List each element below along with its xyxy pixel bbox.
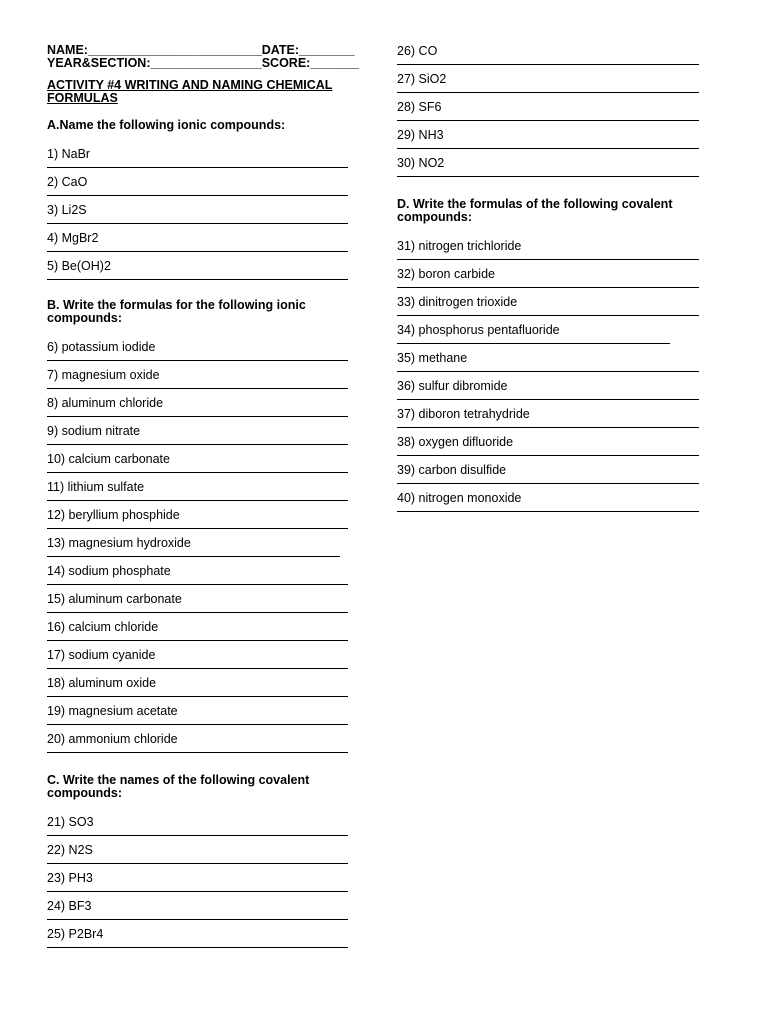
item-37 bbox=[397, 407, 702, 435]
answer-line[interactable] bbox=[47, 835, 348, 836]
item-21 bbox=[47, 815, 357, 843]
item-11 bbox=[47, 480, 357, 508]
year-section-label: YEAR&SECTION: bbox=[47, 56, 151, 70]
item-label: 18) aluminum oxide bbox=[47, 676, 157, 690]
date-label: DATE: bbox=[261, 43, 300, 57]
date-field[interactable]: ________ bbox=[299, 43, 355, 57]
answer-line[interactable] bbox=[397, 120, 699, 121]
answer-line[interactable] bbox=[47, 724, 348, 725]
answer-line[interactable] bbox=[397, 483, 699, 484]
answer-line[interactable] bbox=[47, 360, 348, 361]
answer-line[interactable] bbox=[397, 92, 699, 93]
answer-line[interactable] bbox=[47, 279, 348, 280]
answer-line[interactable] bbox=[397, 148, 699, 149]
item-label: 19) magnesium acetate bbox=[47, 704, 178, 718]
section-c-heading: C. Write the names of the following covalent compounds: bbox=[47, 773, 310, 800]
answer-line[interactable] bbox=[47, 919, 348, 920]
item-9 bbox=[47, 424, 357, 452]
answer-line[interactable] bbox=[47, 251, 348, 252]
item-3 bbox=[47, 203, 357, 231]
score-label: SCORE: bbox=[261, 56, 311, 70]
item-2 bbox=[47, 175, 357, 203]
answer-line[interactable] bbox=[397, 371, 699, 372]
answer-line[interactable] bbox=[47, 167, 348, 168]
item-label: 3) Li2S bbox=[47, 203, 87, 217]
item-label: 14) sodium phosphate bbox=[47, 564, 171, 578]
answer-line[interactable] bbox=[47, 696, 348, 697]
item-8 bbox=[47, 396, 357, 424]
item-label: 13) magnesium hydroxide bbox=[47, 536, 191, 550]
item-label: 1) NaBr bbox=[47, 147, 91, 161]
item-40 bbox=[397, 491, 702, 519]
answer-line[interactable] bbox=[47, 584, 348, 585]
answer-line[interactable] bbox=[47, 500, 348, 501]
year-score-line bbox=[47, 56, 360, 70]
item-label: 34) phosphorus pentafluoride bbox=[397, 323, 560, 337]
item-label: 6) potassium iodide bbox=[47, 340, 156, 354]
item-28 bbox=[397, 100, 702, 128]
item-38 bbox=[397, 435, 702, 463]
answer-line[interactable] bbox=[47, 444, 348, 445]
year-section-field[interactable]: ________________ bbox=[150, 56, 262, 70]
item-13 bbox=[47, 536, 357, 564]
item-19 bbox=[47, 704, 357, 732]
section-d-heading: D. Write the formulas of the following covalent compounds: bbox=[397, 197, 673, 224]
name-field[interactable]: _________________________ bbox=[87, 43, 262, 57]
item-16 bbox=[47, 620, 357, 648]
item-label: 8) aluminum chloride bbox=[47, 396, 164, 410]
item-label: 39) carbon disulfide bbox=[397, 463, 507, 477]
item-label: 27) SiO2 bbox=[397, 72, 447, 86]
answer-line[interactable] bbox=[397, 343, 670, 344]
item-label: 11) lithium sulfate bbox=[47, 480, 145, 494]
section-a-heading: A.Name the following ionic compounds: bbox=[47, 118, 286, 132]
answer-line[interactable] bbox=[397, 511, 699, 512]
answer-line[interactable] bbox=[47, 863, 348, 864]
item-label: 30) NO2 bbox=[397, 156, 445, 170]
item-label: 12) beryllium phosphide bbox=[47, 508, 180, 522]
item-10 bbox=[47, 452, 357, 480]
answer-line[interactable] bbox=[47, 668, 348, 669]
item-27 bbox=[397, 72, 702, 100]
item-20 bbox=[47, 732, 357, 760]
item-label: 5) Be(OH)2 bbox=[47, 259, 111, 273]
answer-line[interactable] bbox=[47, 556, 340, 557]
answer-line[interactable] bbox=[397, 455, 699, 456]
item-label: 10) calcium carbonate bbox=[47, 452, 170, 466]
answer-line[interactable] bbox=[47, 891, 348, 892]
item-label: 26) CO bbox=[397, 44, 438, 58]
item-33 bbox=[397, 295, 702, 323]
item-label: 24) BF3 bbox=[47, 899, 92, 913]
answer-line[interactable] bbox=[397, 64, 699, 65]
left-column bbox=[47, 0, 360, 955]
answer-line[interactable] bbox=[397, 259, 699, 260]
activity-title: ACTIVITY #4 WRITING AND NAMING CHEMICAL FORMULAS bbox=[47, 78, 333, 105]
item-25 bbox=[47, 927, 357, 955]
answer-line[interactable] bbox=[47, 472, 348, 473]
item-label: 38) oxygen difluoride bbox=[397, 435, 514, 449]
item-label: 25) P2Br4 bbox=[47, 927, 104, 941]
score-field[interactable]: _______ bbox=[310, 56, 360, 70]
item-22 bbox=[47, 843, 357, 871]
answer-line[interactable] bbox=[47, 947, 348, 948]
answer-line[interactable] bbox=[47, 612, 348, 613]
answer-line[interactable] bbox=[397, 427, 699, 428]
item-4 bbox=[47, 231, 357, 259]
answer-line[interactable] bbox=[47, 388, 348, 389]
item-14 bbox=[47, 564, 357, 592]
item-label: 31) nitrogen trichloride bbox=[397, 239, 522, 253]
name-label: NAME: bbox=[47, 43, 88, 57]
answer-line[interactable] bbox=[47, 195, 348, 196]
item-label: 40) nitrogen monoxide bbox=[397, 491, 522, 505]
answer-line[interactable] bbox=[397, 176, 699, 177]
item-label: 4) MgBr2 bbox=[47, 231, 99, 245]
item-label: 32) boron carbide bbox=[397, 267, 495, 281]
item-12 bbox=[47, 508, 357, 536]
item-17 bbox=[47, 648, 357, 676]
item-7 bbox=[47, 368, 357, 396]
item-32 bbox=[397, 267, 702, 295]
item-label: 37) diboron tetrahydride bbox=[397, 407, 530, 421]
item-label: 17) sodium cyanide bbox=[47, 648, 156, 662]
answer-line[interactable] bbox=[47, 752, 348, 753]
item-36 bbox=[397, 379, 702, 407]
item-label: 33) dinitrogen trioxide bbox=[397, 295, 518, 309]
section-b-heading: B. Write the formulas for the following ionic compounds: bbox=[47, 298, 306, 325]
item-15 bbox=[47, 592, 357, 620]
item-39 bbox=[397, 463, 702, 491]
answer-line[interactable] bbox=[47, 416, 348, 417]
item-1 bbox=[47, 147, 357, 175]
item-label: 2) CaO bbox=[47, 175, 88, 189]
answer-line[interactable] bbox=[397, 315, 699, 316]
right-column bbox=[397, 0, 702, 519]
answer-line[interactable] bbox=[397, 287, 699, 288]
item-5 bbox=[47, 259, 357, 287]
item-29 bbox=[397, 128, 702, 156]
answer-line[interactable] bbox=[47, 223, 348, 224]
item-label: 15) aluminum carbonate bbox=[47, 592, 182, 606]
item-label: 29) NH3 bbox=[397, 128, 444, 142]
item-label: 7) magnesium oxide bbox=[47, 368, 160, 382]
item-26 bbox=[397, 44, 702, 72]
item-label: 20) ammonium chloride bbox=[47, 732, 178, 746]
item-23 bbox=[47, 871, 357, 899]
item-30 bbox=[397, 156, 702, 184]
item-label: 28) SF6 bbox=[397, 100, 442, 114]
item-31 bbox=[397, 239, 702, 267]
item-6 bbox=[47, 340, 357, 368]
item-34 bbox=[397, 323, 702, 351]
item-label: 21) SO3 bbox=[47, 815, 94, 829]
item-label: 22) N2S bbox=[47, 843, 93, 857]
item-label: 23) PH3 bbox=[47, 871, 93, 885]
item-label: 16) calcium chloride bbox=[47, 620, 159, 634]
item-label: 35) methane bbox=[397, 351, 468, 365]
item-35 bbox=[397, 351, 702, 379]
item-label: 9) sodium nitrate bbox=[47, 424, 141, 438]
item-18 bbox=[47, 676, 357, 704]
answer-line[interactable] bbox=[47, 528, 348, 529]
item-label: 36) sulfur dibromide bbox=[397, 379, 508, 393]
item-24 bbox=[47, 899, 357, 927]
answer-line[interactable] bbox=[397, 399, 699, 400]
answer-line[interactable] bbox=[47, 640, 348, 641]
